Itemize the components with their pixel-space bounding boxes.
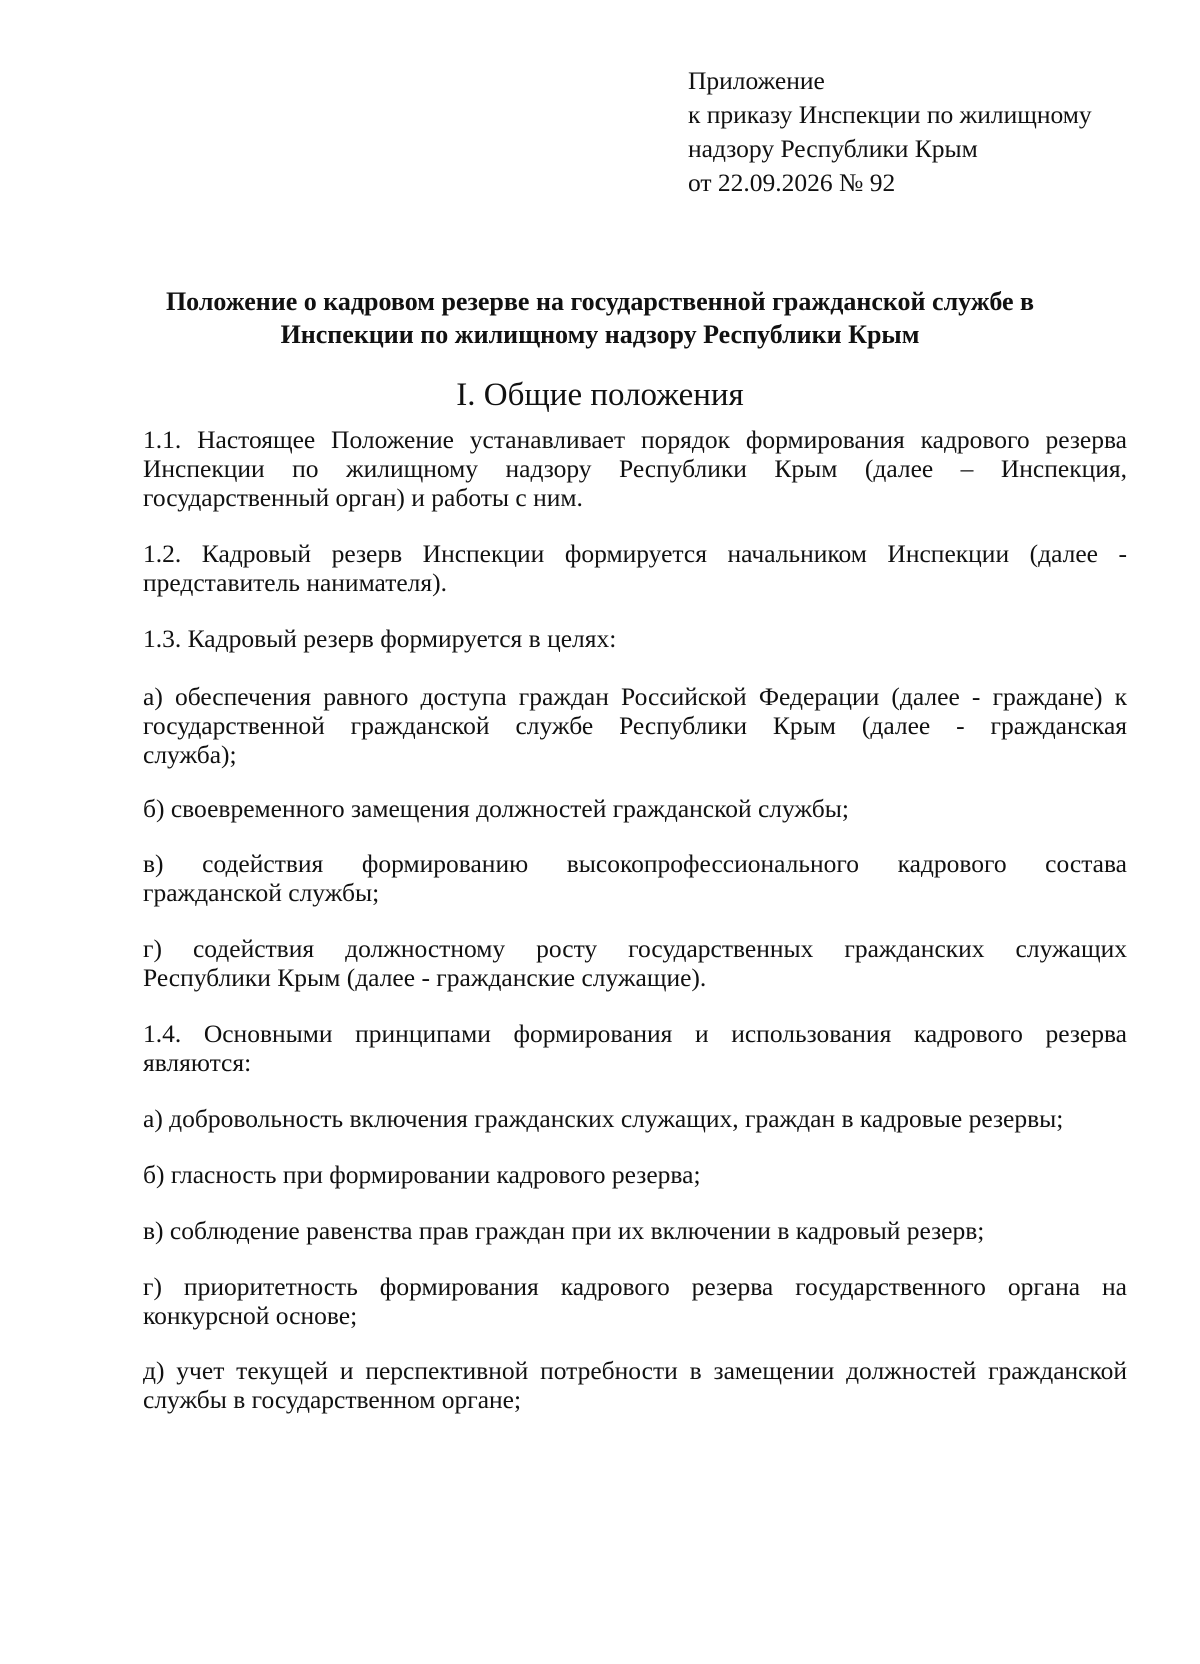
text-line: гражданской службы; (143, 878, 380, 907)
paragraph-1-3 (143, 624, 1127, 653)
paragraph-1-4-b (143, 1160, 1127, 1189)
text-line: служба); (143, 740, 237, 769)
paragraph-1-3-v (143, 849, 1127, 907)
title-line: Положение о кадровом резерве на государственной гражданской службе в (165, 287, 1035, 316)
appendix-line: надзору Республики Крым (688, 134, 978, 163)
paragraph-1-3-b (143, 794, 1127, 823)
paragraph-1-4-a (143, 1104, 1127, 1133)
text-line: а) добровольность включения гражданских служащих, граждан в кадровые резервы; (143, 1104, 1064, 1133)
appendix-line: к приказу Инспекции по жилищному (688, 100, 1092, 129)
text-line: в) соблюдение равенства прав граждан при их включении в кадровый резерв; (143, 1216, 985, 1245)
text-line: 1.3. Кадровый резерв формируется в целях: (143, 624, 617, 653)
appendix-note (688, 64, 1148, 200)
text-line: являются: (143, 1048, 252, 1077)
text-line: службы в государственном органе; (143, 1385, 522, 1414)
text-line: Республики Крым (далее - гражданские служащие). (143, 963, 707, 992)
text-line: д) учет текущей и перспективной потребности в замещении должностей гражданской (143, 1356, 1127, 1385)
appendix-line: от 22.09.2026 № 92 (688, 168, 896, 197)
text-line: 1.2. Кадровый резерв Инспекции формируется начальником Инспекции (далее - (143, 539, 1127, 568)
text-line: 1.4. Основными принципами формирования и использования кадрового резерва (143, 1019, 1127, 1048)
appendix-line: Приложение (688, 66, 825, 95)
text-line: в) содействия формированию высокопрофессионального кадрового состава (143, 849, 1127, 878)
paragraph-1-4-g (143, 1272, 1127, 1330)
text-line: Инспекции по жилищному надзору Республики Крым (далее – Инспекция, (143, 454, 1127, 483)
text-line: б) гласность при формировании кадрового резерва; (143, 1160, 701, 1189)
text-line: конкурсной основе; (143, 1301, 358, 1330)
paragraph-1-4 (143, 1019, 1127, 1077)
text-line: государственный орган) и работы с ним. (143, 483, 583, 512)
text-line: представитель нанимателя). (143, 568, 447, 597)
paragraph-1-4-v (143, 1216, 1127, 1245)
title-line: Инспекции по жилищному надзору Республики Крым (280, 320, 920, 349)
text-line: б) своевременного замещения должностей гражданской службы; (143, 794, 849, 823)
paragraph-1-1 (143, 425, 1127, 512)
text-line: г) приоритетность формирования кадрового резерва государственного органа на (143, 1272, 1127, 1301)
paragraph-1-3-g (143, 934, 1127, 992)
paragraph-1-2 (143, 539, 1127, 597)
text-line: а) обеспечения равного доступа граждан Российской Федерации (далее - граждане) к (143, 682, 1127, 711)
text-line: государственной гражданской службе Республики Крым (далее - гражданская (143, 711, 1127, 740)
text-line: 1.1. Настоящее Положение устанавливает порядок формирования кадрового резерва (143, 425, 1127, 454)
section-heading: I. Общие положения (456, 377, 744, 413)
text-line: г) содействия должностному росту государственных гражданских служащих (143, 934, 1127, 963)
paragraph-1-4-d (143, 1356, 1127, 1414)
document-title (140, 285, 1060, 351)
paragraph-1-3-a (143, 682, 1127, 769)
